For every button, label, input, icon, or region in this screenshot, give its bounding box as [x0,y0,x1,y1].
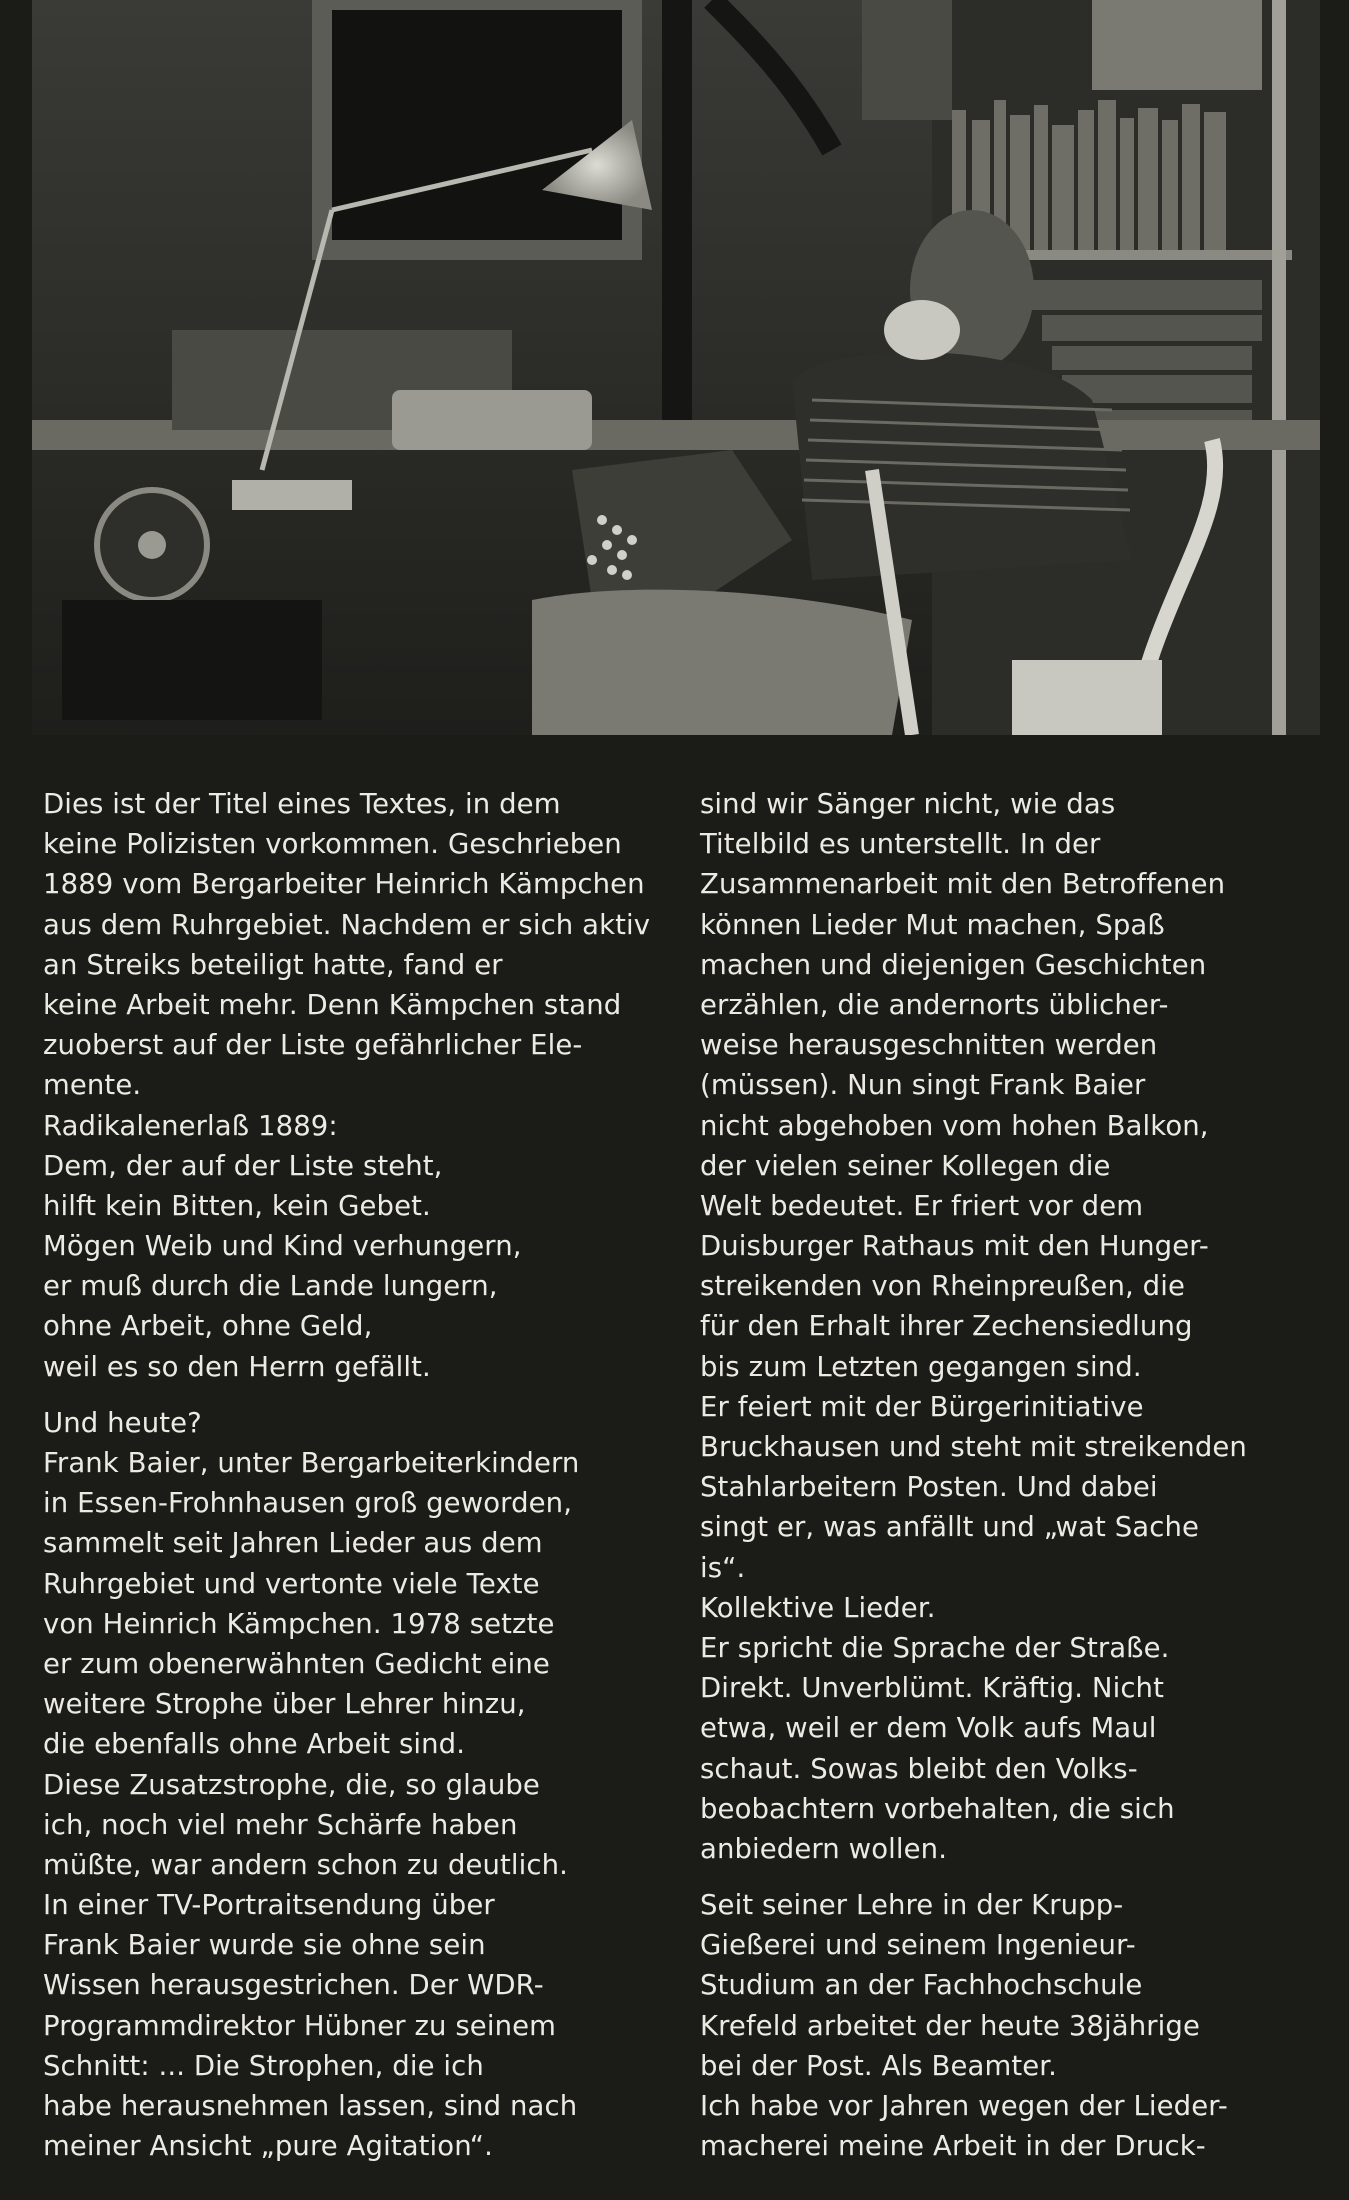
text-line: ich, noch viel mehr Schärfe haben [43,1808,518,1841]
article-column-left [43,784,650,2166]
text-line: macherei meine Arbeit in der Druck- [700,2130,1206,2163]
text-line: die ebenfalls ohne Arbeit sind. [43,1728,466,1761]
photo-illustration [32,0,1320,735]
text-line: müßte, war andern schon zu deutlich. [43,1848,568,1881]
text-line: Duisburger Rathaus mit den Hunger- [700,1230,1209,1263]
text-line: Schnitt: ... Die Strophen, die ich [43,2049,484,2082]
text-line: anbiedern wollen. [700,1832,948,1865]
text-line: bei der Post. Als Beamter. [700,2049,1057,2082]
poem-line: Mögen Weib und Kind verhungern, [43,1230,522,1263]
text-line: an Streiks beteiligt hatte, fand er [43,948,503,981]
paragraph-gap [43,1387,650,1403]
text-line: schaut. Sowas bleibt den Volks- [700,1752,1138,1785]
text-line: Ruhrgebiet und vertonte viele Texte [43,1567,540,1600]
poem-heading: Radikalenerlaß 1889: [43,1109,338,1142]
text-line: weise herausgeschnitten werden [700,1029,1158,1062]
text-line: Programmdirektor Hübner zu seinem [43,2009,557,2042]
text-line: In einer TV-Portraitsendung über [43,1889,495,1922]
text-line: bis zum Letzten gegangen sind. [700,1350,1142,1383]
text-line: Krefeld arbeitet der heute 38jährige [700,2009,1200,2042]
text-line: Titelbild es unterstellt. In der [700,828,1101,861]
text-line: Zusammenarbeit mit den Betroffenen [700,868,1226,901]
text-line: sammelt seit Jahren Lieder aus dem [43,1527,543,1560]
text-line: Gießerei und seinem Ingenieur- [700,1929,1136,1962]
text-line: weitere Strophe über Lehrer hinzu, [43,1688,526,1721]
text-line: habe herausnehmen lassen, sind nach [43,2090,578,2122]
poem-line: hilft kein Bitten, kein Gebet. [43,1189,431,1222]
text-line: in Essen-Frohnhausen groß geworden, [43,1487,573,1520]
text-line: er zum obenerwähnten Gedicht eine [43,1647,550,1680]
text-line: is“. [700,1551,746,1584]
text-line: der vielen seiner Kollegen die [700,1149,1111,1182]
text-line: Kollektive Lieder. [700,1591,936,1624]
text-line: Ich habe vor Jahren wegen der Lieder- [700,2090,1228,2122]
text-line: erzählen, die andernorts üblicher- [700,988,1169,1021]
text-line: zuoberst auf der Liste gefährlicher Ele- [43,1029,583,1062]
text-line: Diese Zusatzstrophe, die, so glaube [43,1768,540,1801]
text-line: sind wir Sänger nicht, wie das [700,788,1116,820]
text-line: Stahlarbeitern Posten. Und dabei [700,1471,1158,1504]
text-line: Frank Baier, unter Bergarbeiterkindern [43,1447,580,1479]
photo-musician-with-concertina [32,0,1320,735]
text-line: Und heute? [43,1406,202,1439]
poem-line: Dem, der auf der Liste steht, [43,1149,443,1182]
text-line: Direkt. Unverblümt. Kräftig. Nicht [700,1672,1164,1705]
text-line: keine Arbeit mehr. Denn Kämpchen stand [43,988,622,1021]
text-line: nicht abgehoben vom hohen Balkon, [700,1109,1209,1142]
text-line: mente. [43,1069,142,1102]
text-line: machen und diejenigen Geschichten [700,948,1207,981]
text-line: Wissen herausgestrichen. Der WDR- [43,1969,544,2002]
text-line: Studium an der Fachhochschule [700,1969,1143,2002]
text-line: singt er, was anfällt und „wat Sache [700,1511,1200,1544]
text-line: (müssen). Nun singt Frank Baier [700,1069,1146,1102]
article-column-right [700,784,1247,2166]
text-line: Er spricht die Sprache der Straße. [700,1631,1170,1664]
text-line: Frank Baier wurde sie ohne sein [43,1929,486,1962]
text-line: Seit seiner Lehre in der Krupp- [700,1889,1124,1922]
text-line: 1889 vom Bergarbeiter Heinrich Kämpchen [43,868,645,901]
poem-line: ohne Arbeit, ohne Geld, [43,1310,373,1343]
text-line: können Lieder Mut machen, Spaß [700,908,1165,941]
text-line: beobachtern vorbehalten, die sich [700,1792,1175,1825]
text-line: keine Polizisten vorkommen. Geschrieben [43,828,622,861]
text-line: Dies ist der Titel eines Textes, in dem [43,788,561,820]
text-line: Bruckhausen und steht mit streikenden [700,1431,1247,1463]
text-line: von Heinrich Kämpchen. 1978 setzte [43,1607,555,1640]
text-line: aus dem Ruhrgebiet. Nachdem er sich aktiv [43,908,651,941]
poem-line: weil es so den Herrn gefällt. [43,1350,431,1383]
text-line: streikenden von Rheinpreußen, die [700,1270,1185,1303]
text-line: Er feiert mit der Bürgerinitiative [700,1390,1144,1423]
text-line: meiner Ansicht „pure Agitation“. [43,2130,493,2163]
text-line: etwa, weil er dem Volk aufs Maul [700,1712,1157,1745]
poem-line: er muß durch die Lande lungern, [43,1270,498,1303]
text-line: für den Erhalt ihrer Zechensiedlung [700,1310,1193,1343]
paragraph-gap [700,1869,1247,1885]
text-line: Welt bedeutet. Er friert vor dem [700,1189,1144,1222]
